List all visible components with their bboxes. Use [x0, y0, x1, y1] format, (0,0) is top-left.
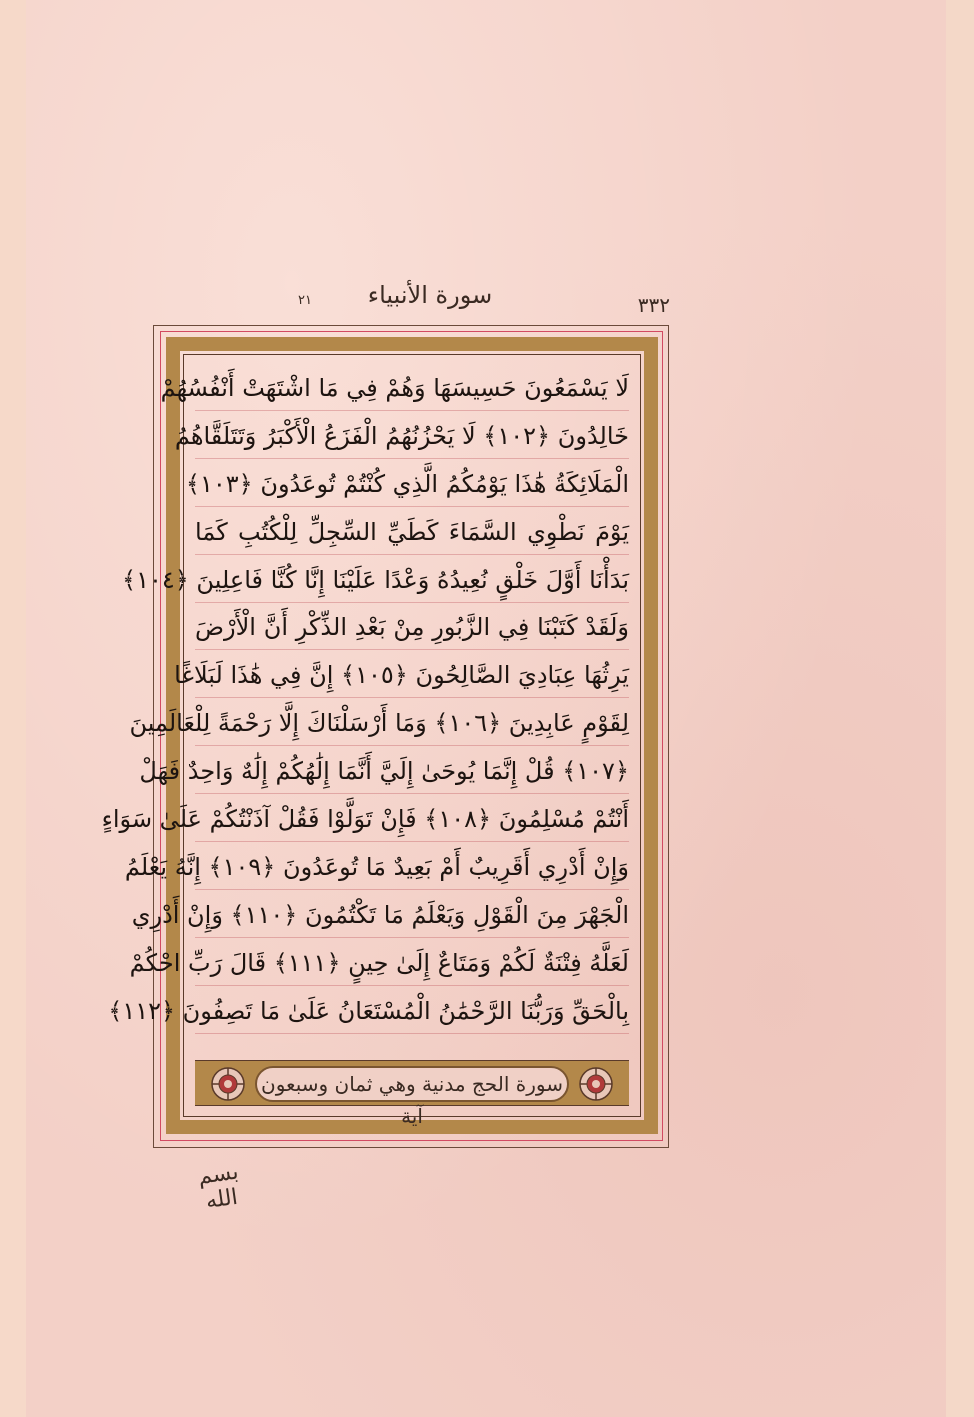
verse-text-block — [101, 366, 629, 1056]
surah-heading-band — [195, 1060, 629, 1128]
verse-line: الْمَلَائِكَةُ هَٰذَا يَوْمُكُمُ الَّذِي كُنْتُمْ تُوعَدُونَ ﴿١٠٣﴾ — [195, 462, 629, 507]
surah-title: سورة الأنبياء — [367, 281, 493, 309]
page-header — [150, 275, 670, 320]
verse-line: أَنْتُمْ مُسْلِمُونَ ﴿١٠٨﴾ فَإِنْ تَوَلَّوْا فَقُلْ آذَنْتُكُمْ عَلَىٰ سَوَاءٍ — [195, 797, 629, 842]
verse-line: لَا يَسْمَعُونَ حَسِيسَهَا وَهُمْ فِي مَا اشْتَهَتْ أَنْفُسُهُمْ — [195, 366, 629, 411]
verse-line: لَعَلَّهُ فِتْنَةٌ لَكُمْ وَمَتَاعٌ إِلَىٰ حِينٍ ﴿١١١﴾ قَالَ رَبِّ احْكُمْ — [195, 941, 629, 986]
verse-line: يَوْمَ نَطْوِي السَّمَاءَ كَطَيِّ السِّجِلِّ لِلْكُتُبِ كَمَا — [195, 510, 629, 555]
verse-line: بِالْحَقِّ وَرَبُّنَا الرَّحْمَٰنُ الْمُسْتَعَانُ عَلَىٰ مَا تَصِفُونَ ﴿١١٢﴾ — [195, 989, 629, 1034]
verse-line: وَلَقَدْ كَتَبْنَا فِي الزَّبُورِ مِنْ بَعْدِ الذِّكْرِ أَنَّ الْأَرْضَ — [195, 605, 629, 650]
rosette-ornament-icon — [209, 1065, 247, 1103]
next-surah-title: سورة الحج مدنية وهي ثمان وسبعون آية — [255, 1066, 569, 1102]
verse-line: بَدَأْنَا أَوَّلَ خَلْقٍ نُعِيدُهُ وَعْدًا عَلَيْنَا إِنَّا كُنَّا فَاعِلِينَ ﴿١٠٤﴾ — [195, 558, 629, 603]
page-edge-right — [946, 0, 974, 1417]
verse-line: خَالِدُونَ ﴿١٠٢﴾ لَا يَحْزُنُهُمُ الْفَزَعُ الْأَكْبَرُ وَتَتَلَقَّاهُمُ — [195, 414, 629, 459]
verse-line: ﴿١٠٧﴾ قُلْ إِنَّمَا يُوحَىٰ إِلَيَّ أَنَّمَا إِلَٰهُكُمْ إِلَٰهٌ وَاحِدٌ فَهَلْ — [195, 749, 629, 794]
verse-line: يَرِثُهَا عِبَادِيَ الصَّالِحُونَ ﴿١٠٥﴾ إِنَّ فِي هَٰذَا لَبَلَاغًا — [195, 653, 629, 698]
surah-number: ٢١ — [298, 293, 312, 308]
verse-line: الْجَهْرَ مِنَ الْقَوْلِ وَيَعْلَمُ مَا تَكْتُمُونَ ﴿١١٠﴾ وَإِنْ أَدْرِي — [195, 893, 629, 938]
catchword: بسم الله — [196, 1159, 240, 1214]
page-edge-left — [0, 0, 26, 1417]
rosette-ornament-icon — [577, 1065, 615, 1103]
verse-line: لِقَوْمٍ عَابِدِينَ ﴿١٠٦﴾ وَمَا أَرْسَلْنَاكَ إِلَّا رَحْمَةً لِلْعَالَمِينَ — [195, 701, 629, 746]
verse-line: وَإِنْ أَدْرِي أَقَرِيبٌ أَمْ بَعِيدٌ مَا تُوعَدُونَ ﴿١٠٩﴾ إِنَّهُ يَعْلَمُ — [195, 845, 629, 890]
page-number: ٣٣٢ — [637, 293, 670, 317]
